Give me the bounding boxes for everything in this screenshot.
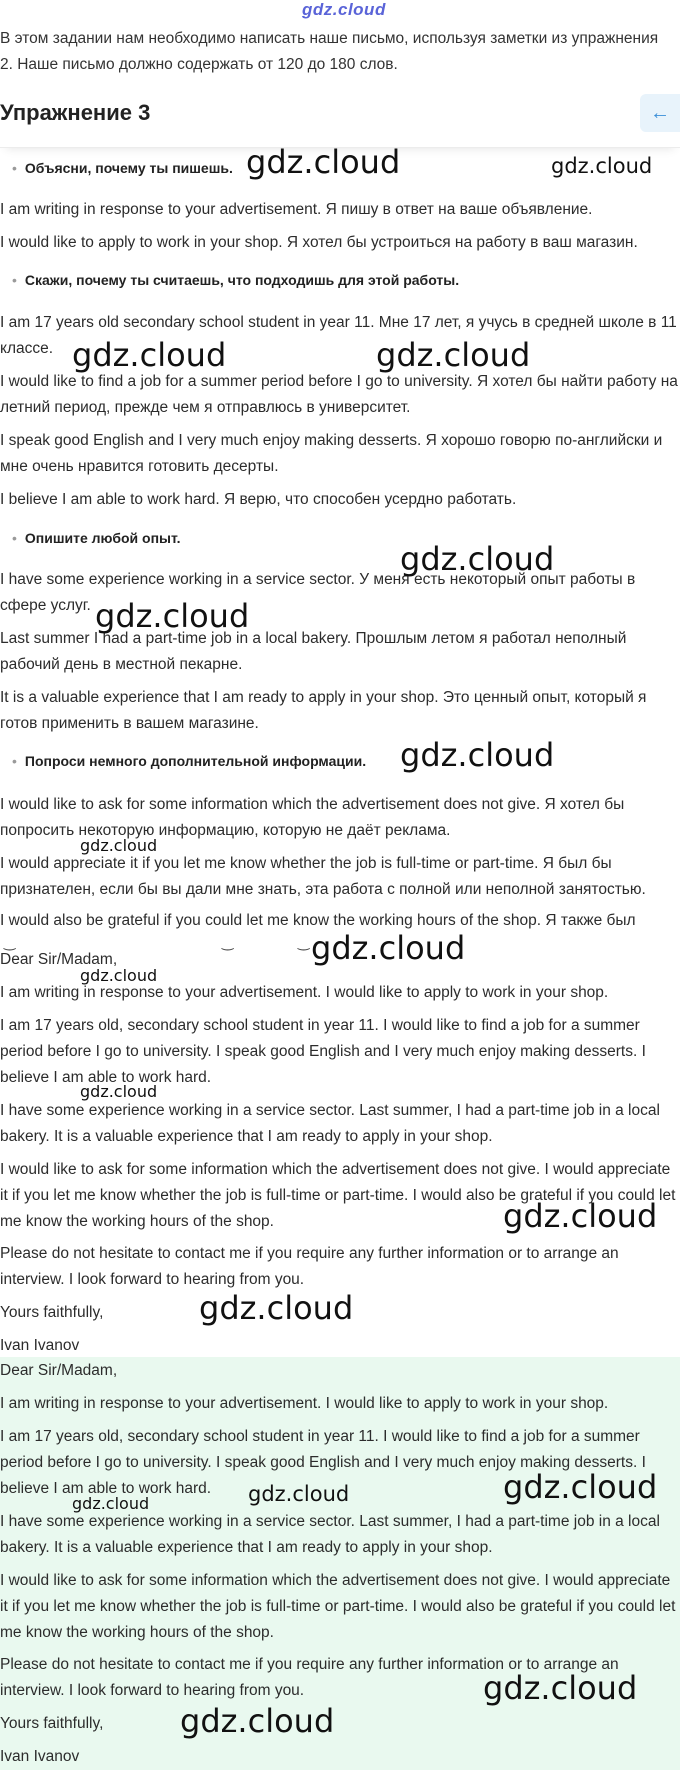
note-line: I would like to find a job for a summer period before I go to university. Я хотел бы найти работу на летний период, прежде чем я отправлюсь в университет. xyxy=(0,373,678,416)
watermark: gdz.cloud xyxy=(400,540,555,578)
letter-paragraph: I have some experience working in a service sector. Last summer, I had a part-time job in a local bakery. It is a valuable experience that I am ready to apply in your shop. xyxy=(0,1102,660,1145)
watermark: gdz.cloud xyxy=(180,1702,335,1740)
bullet-point: • Попроси немного дополнительной информации. xyxy=(12,750,366,772)
watermark: gdz.cloud xyxy=(551,154,653,178)
letter-salutation: Dear Sir/Madam, xyxy=(0,1362,118,1379)
watermark: gdz.cloud xyxy=(72,1494,150,1513)
stray-mark: ‿ xyxy=(4,934,16,950)
letter-salutation: Dear Sir/Madam, xyxy=(0,951,118,968)
note-line: It is a valuable experience that I am ready to apply in your shop. Это ценный опыт, который я готов применить в вашем магазине. xyxy=(0,689,647,732)
note-line: I would also be grateful if you could let me know the working hours of the shop. Я также был xyxy=(0,912,636,929)
stray-mark: ‿ xyxy=(298,934,310,950)
watermark: gdz.cloud xyxy=(483,1669,638,1707)
task-intro: В этом задании нам необходимо написать наше письмо, используя заметки из упражнения 2. Наше письмо должно содержать от 120 до 180 слов. xyxy=(0,30,659,73)
letter-paragraph: I would like to ask for some information which the advertisement does not give. I would appreciate it if you let me know whether the job is full-time or part-time. I would also be grateful if you could let me know the working hours of the shop. xyxy=(0,1572,676,1641)
page-title: Упражнение 3 xyxy=(0,100,151,125)
letter-paragraph: Please do not hesitate to contact me if you require any further information or to arrange an interview. I look forward to hearing from you. xyxy=(0,1245,619,1288)
letter-signature: Ivan Ivanov xyxy=(0,1748,80,1765)
letter-paragraph: I am writing in response to your advertisement. I would like to apply to work in your shop. xyxy=(0,1395,609,1412)
note-line: I would like to ask for some information which the advertisement does not give. Я хотел бы попросить некоторую информацию, которую не даёт реклама. xyxy=(0,796,625,839)
watermark: gdz.cloud xyxy=(503,1197,658,1235)
note-line: I am 17 years old secondary school student in year 11. Мне 17 лет, я учусь в средней школе в 11 классе. xyxy=(0,314,677,357)
stray-mark: ‿ xyxy=(222,934,234,950)
note-line: I am writing in response to your advertisement. Я пишу в ответ на ваше объявление. xyxy=(0,201,593,218)
back-button[interactable] xyxy=(640,94,680,132)
watermark: gdz.cloud xyxy=(311,929,466,967)
bullet-point: • Объясни, почему ты пишешь. xyxy=(12,157,233,179)
watermark: gdz.cloud xyxy=(376,336,531,374)
note-line: I have some experience working in a service sector. У меня есть некоторый опыт работы в сфере услуг. xyxy=(0,571,636,614)
site-logo[interactable]: gdz.cloud xyxy=(302,0,386,19)
watermark: gdz.cloud xyxy=(400,736,555,774)
note-line: I believe I am able to work hard. Я верю, что способен усердно работать. xyxy=(0,491,517,508)
bullet-point: • Скажи, почему ты считаешь, что подходишь для этой работы. xyxy=(12,269,459,291)
letter-paragraph: Please do not hesitate to contact me if you require any further information or to arrange an interview. I look forward to hearing from you. xyxy=(0,1656,619,1699)
answer-box xyxy=(0,1357,680,1770)
note-line: I speak good English and I very much enjoy making desserts. Я хорошо говорю по-английски и мне очень нравится готовить десерты. xyxy=(0,432,663,475)
watermark: gdz.cloud xyxy=(95,597,250,635)
watermark: gdz.cloud xyxy=(199,1289,354,1327)
letter-closing: Yours faithfully, xyxy=(0,1715,104,1732)
note-line: Last summer I had a part-time job in a local bakery. Прошлым летом я работал неполный рабочий день в местной пекарне. xyxy=(0,630,627,673)
letter-closing: Yours faithfully, xyxy=(0,1304,104,1321)
watermark: gdz.cloud xyxy=(72,336,227,374)
watermark: gdz.cloud xyxy=(80,836,158,855)
letter-paragraph: I would like to ask for some information which the advertisement does not give. I would appreciate it if you let me know whether the job is full-time or part-time. I would also be grateful if you could let me know the working hours of the shop. xyxy=(0,1161,676,1230)
letter-paragraph: I am 17 years old, secondary school student in year 11. I would like to find a job for a summer period before I go to university. I speak good English and I very much enjoy making desserts. I believe I am able to work hard. xyxy=(0,1017,646,1086)
watermark: gdz.cloud xyxy=(503,1468,658,1506)
letter-signature: Ivan Ivanov xyxy=(0,1337,80,1354)
letter-paragraph: I have some experience working in a service sector. Last summer, I had a part-time job in a local bakery. It is a valuable experience that I am ready to apply in your shop. xyxy=(0,1513,660,1556)
watermark: gdz.cloud xyxy=(246,143,401,181)
note-line: I would like to apply to work in your shop. Я хотел бы устроиться на работу в ваш магазин. xyxy=(0,234,638,251)
watermark: gdz.cloud xyxy=(80,966,158,985)
watermark: gdz.cloud xyxy=(248,1482,350,1506)
letter-paragraph: I am 17 years old, secondary school student in year 11. I would like to find a job for a summer period before I go to university. I speak good English and I very much enjoy making desserts. I believe I am able to work hard. xyxy=(0,1428,646,1497)
bullet-point: • Опишите любой опыт. xyxy=(12,527,181,549)
note-line: I would appreciate it if you let me know whether the job is full-time or part-time. Я был бы признателен, если бы вы дали мне знать, эта работа с полной или неполной занятостью. xyxy=(0,855,646,898)
exercise-header xyxy=(0,92,680,148)
watermark: gdz.cloud xyxy=(80,1082,158,1101)
arrow-left-icon: ← xyxy=(650,101,670,124)
letter-paragraph: I am writing in response to your advertisement. I would like to apply to work in your shop. xyxy=(0,984,609,1001)
